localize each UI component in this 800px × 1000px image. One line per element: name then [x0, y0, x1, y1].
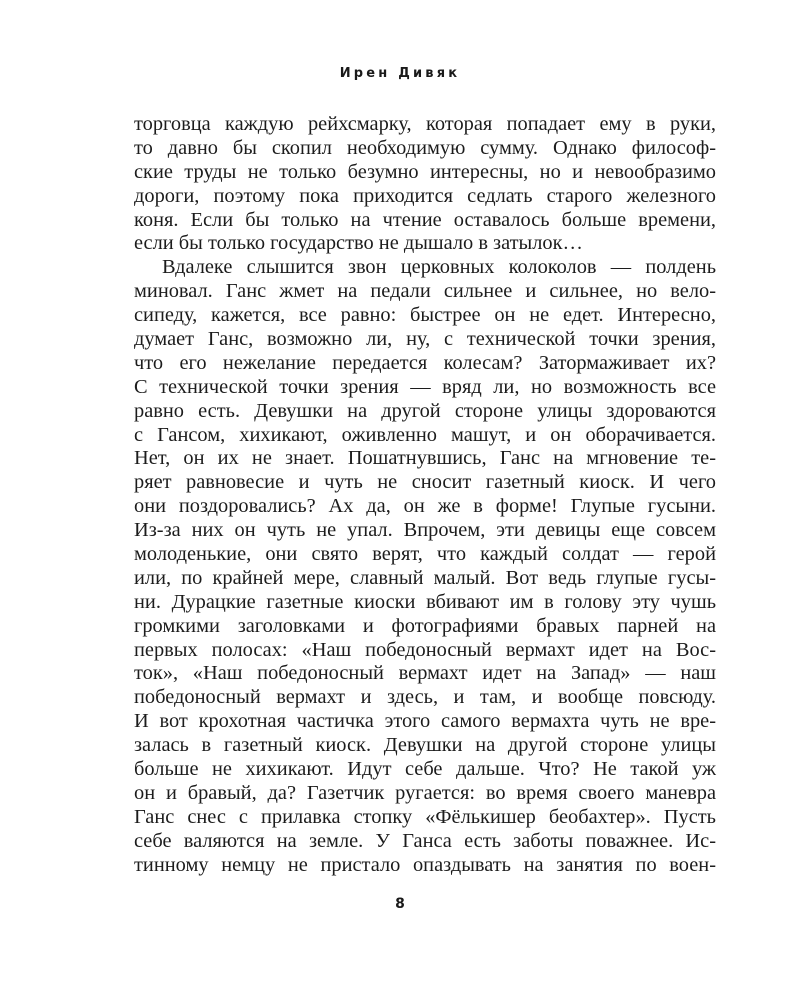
text-line: С технической точки зрения — вряд ли, но возможность все — [134, 375, 716, 398]
text-line: миновал. Ганс жмет на педали сильнее и сильнее, но вело- — [134, 280, 716, 303]
running-head-author: Ирен Дивяк — [339, 66, 461, 81]
text-line: коня. Если бы только на чтение оставалось больше времени, — [134, 208, 716, 231]
text-line: то давно бы скопил необходимую сумму. Однако философ- — [134, 136, 716, 159]
text-line: или, по крайней мере, славный малый. Вот ведь глупые гусы- — [134, 566, 716, 589]
text-line: они поздоровались? Ах да, он же в форме! Глупые гусыни. — [134, 495, 716, 518]
text-line: молоденькие, они свято верят, что каждый солдат — герой — [134, 543, 716, 566]
text-line: залась в газетный киоск. Девушки на другой стороне улицы — [134, 734, 716, 757]
text-line: ток», «Наш победоносный вермахт идет на Запад» — наш — [134, 662, 716, 685]
text-line-paragraph-start: Вдалеке слышится звон церковных колоколов — полдень — [162, 256, 716, 279]
text-line: равно есть. Девушки на другой стороне улицы здороваются — [134, 399, 716, 422]
text-line: И вот крохотная частичка этого самого вермахта чуть не вре- — [134, 710, 716, 733]
text-line: сипеду, кажется, все равно: быстрее он не едет. Интересно, — [134, 304, 716, 327]
text-line: Ганс снес с прилавка стопку «Фёлькишер беобахтер». Пусть — [134, 805, 716, 828]
text-line: первых полосах: «Наш победоносный вермахт идет на Вос- — [134, 638, 716, 661]
text-line: ряет равновесие и чуть не сносит газетный киоск. И чего — [134, 471, 716, 494]
text-line: победоносный вермахт и здесь, и там, и вообще повсюду. — [134, 686, 716, 709]
page-number: 8 — [395, 896, 405, 912]
text-line: если бы только государство не дышало в затылок… — [134, 232, 583, 255]
text-line: Нет, он их не знает. Пошатнувшись, Ганс на мгновение те- — [134, 447, 716, 470]
text-line: ни. Дурацкие газетные киоски вбивают им в голову эту чушь — [134, 590, 716, 613]
text-line: торговца каждую рейхсмарку, которая попадает ему в руки, — [134, 113, 716, 135]
text-line: дороги, поэтому пока приходится седлать старого железного — [134, 184, 716, 207]
text-line: больше не хихикают. Идут себе дальше. Что? Не такой уж — [134, 758, 716, 781]
text-line: что его нежелание передается колесам? Затормаживает их? — [134, 351, 716, 374]
text-line: Из-за них он чуть не упал. Впрочем, эти девицы еще совсем — [134, 519, 716, 542]
text-line: тинному немцу не пристало опаздывать на занятия по воен- — [134, 853, 716, 876]
text-line: ские труды не только безумно интересны, но и невообразимо — [134, 160, 716, 183]
text-line: себе валяются на земле. У Ганса есть заботы поважнее. Ис- — [134, 829, 716, 852]
text-line: думает Ганс, возможно ли, ну, с технической точки зрения, — [134, 328, 716, 351]
text-line: он и бравый, да? Газетчик ругается: во время своего маневра — [134, 781, 716, 804]
body-text — [134, 113, 716, 878]
text-line: с Гансом, хихикают, оживленно машут, и он оборачивается. — [134, 423, 716, 446]
text-line: громкими заголовками и фотографиями бравых парней на — [134, 614, 716, 637]
